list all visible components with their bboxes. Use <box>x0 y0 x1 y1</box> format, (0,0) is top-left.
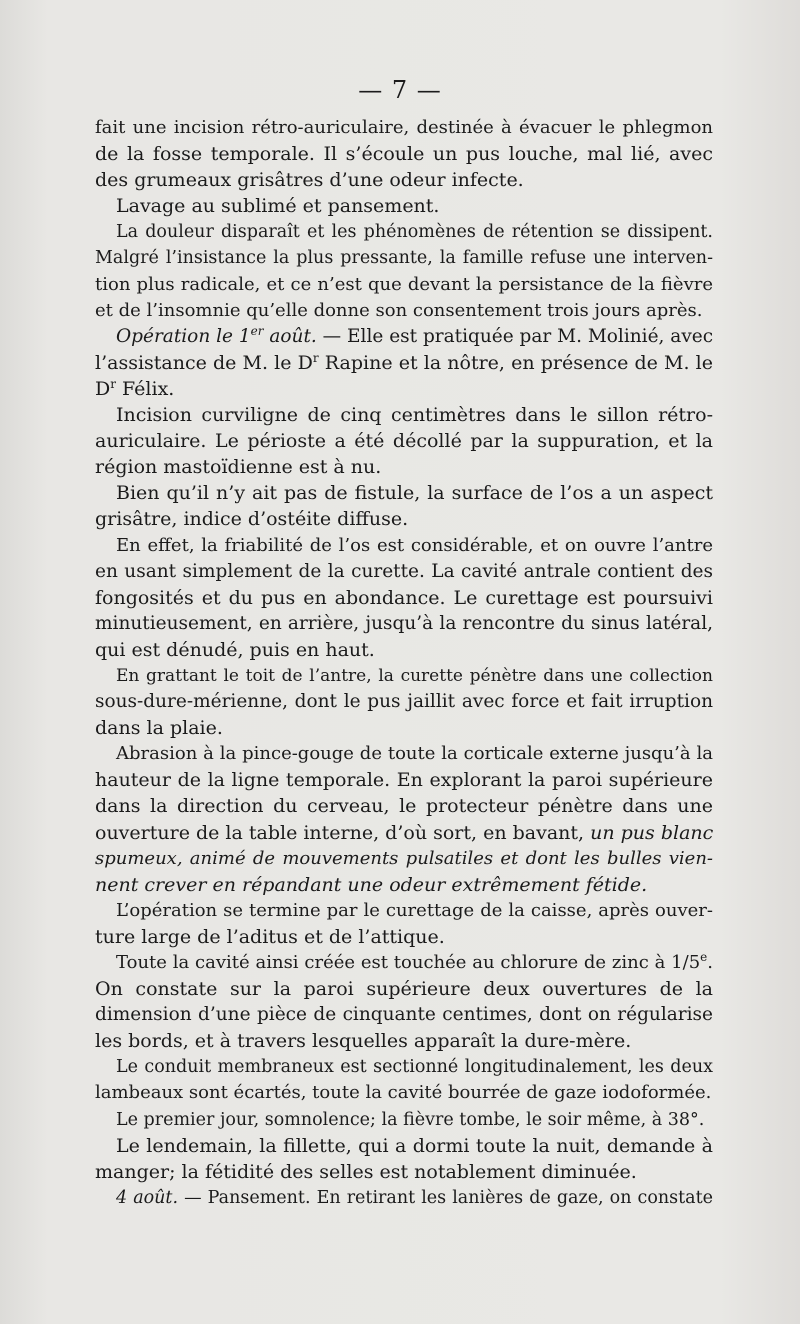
text-line: les bords, et à travers lesquelles apparaît la dure-mère. <box>95 1030 632 1053</box>
text-line: Le premier jour, somnolence; la fièvre tombe, le soir même, à 38°. <box>116 1109 705 1130</box>
text-line: et de l’insomnie qu’elle donne son consentement trois jours après. <box>95 299 703 321</box>
text-line: Lavage au sublimé et pansement. <box>116 195 440 218</box>
text-line: qui est dénudé, puis en haut. <box>95 638 375 661</box>
text-line: Bien qu’il n’y ait pas de fistule, la surface de l’os a un aspect <box>116 482 713 505</box>
text-line: fongosités et du pus en abondance. Le curettage est poursuivi <box>95 586 713 609</box>
section-label: Opération le 1er août. <box>116 323 317 347</box>
text-line: fait une incision rétro-auriculaire, destinée à évacuer le phlegmon <box>95 117 713 138</box>
text-line: Le conduit membraneux est sectionné longitudinalement, les deux <box>116 1057 713 1078</box>
text-line: Malgré l’insistance la plus pressante, la famille refuse une interven- <box>95 248 713 269</box>
text-line: minutieusement, en arrière, jusqu’à la rencontre du sinus latéral, <box>95 612 713 634</box>
text-line: Le lendemain, la fillette, qui a dormi toute la nuit, demande à <box>116 1134 713 1157</box>
text-line: Incision curviligne de cinq centimètres dans le sillon rétro- <box>116 404 713 427</box>
text-line: sous-dure-mérienne, dont le pus jaillit avec force et fait irruption <box>95 691 713 713</box>
text-line: Abrasion à la pince-gouge de toute la corticale externe jusqu’à la <box>116 743 713 765</box>
text-line: La douleur disparaît et les phénomènes de rétention se dissipent. <box>116 222 713 243</box>
text-line: auriculaire. Le périoste a été décollé par la suppuration, et la <box>95 430 713 453</box>
text-line: dans la plaie. <box>95 717 223 740</box>
text-line: dimension d’une pièce de cinquante centimes, dont on régularise <box>95 1004 713 1026</box>
text-line: Toute la cavité ainsi créée est touchée au chlorure de zinc à 1/5e. <box>116 950 713 973</box>
text-line: ture large de l’aditus et de l’attique. <box>95 925 445 948</box>
text-line: de la fosse temporale. Il s’écoule un pus louche, mal lié, avec <box>95 143 713 166</box>
text-line: dans la direction du cerveau, le protecteur pénètre dans une <box>95 795 713 818</box>
text-line: hauteur de la ligne temporale. En explorant la paroi supérieure <box>95 769 713 792</box>
text-line: On constate sur la paroi supérieure deux ouvertures de la <box>95 978 713 1001</box>
text-line: en usant simplement de la curette. La cavité antrale contient des <box>95 560 713 582</box>
text-line: Opération le 1er août. — Elle est pratiquée par M. Molinié, avec <box>116 323 714 347</box>
text-line: grisâtre, indice d’ostéite diffuse. <box>95 508 409 531</box>
text-line: l’assistance de M. le $D^r$ Rapine et la nôtre, en présence de M. le <box>95 350 713 374</box>
text-line: région mastoïdienne est à nu. <box>95 456 382 479</box>
text-line: L’opération se termine par le curettage de la caisse, après ouver- <box>116 899 713 921</box>
body-text <box>95 115 713 1211</box>
section-label: 4 août. <box>116 1187 179 1208</box>
text-line: nent crever en répandant une odeur extrêmement fétide. <box>95 873 648 896</box>
text-line: ouverture de la table interne, d’où sort, en bavant, un pus blanc <box>95 821 714 844</box>
text-line: des grumeaux grisâtres d’une odeur infecte. <box>95 169 524 192</box>
text-line: spumeux, animé de mouvements pulsatiles et dont les bulles vien- <box>95 847 713 869</box>
text-line: En effet, la friabilité de l’os est considérable, et on ouvre l’antre <box>116 534 713 556</box>
text-line: manger; la fétidité des selles est notablement diminuée. <box>95 1160 637 1183</box>
text-line: En grattant le toit de l’antre, la curette pénètre dans une collection <box>116 665 713 686</box>
text-line: 4 août. — Pansement. En retirant les lanières de gaze, on constate <box>116 1187 713 1208</box>
page-number: — 7 — <box>358 76 442 104</box>
text-line: lambeaux sont écartés, toute la cavité bourrée de gaze iodoformée. <box>95 1082 712 1104</box>
text-line: $D^r$ Félix. <box>95 376 175 400</box>
text-line: tion plus radicale, et ce n’est que devant la persistance de la fièvre <box>95 273 713 295</box>
